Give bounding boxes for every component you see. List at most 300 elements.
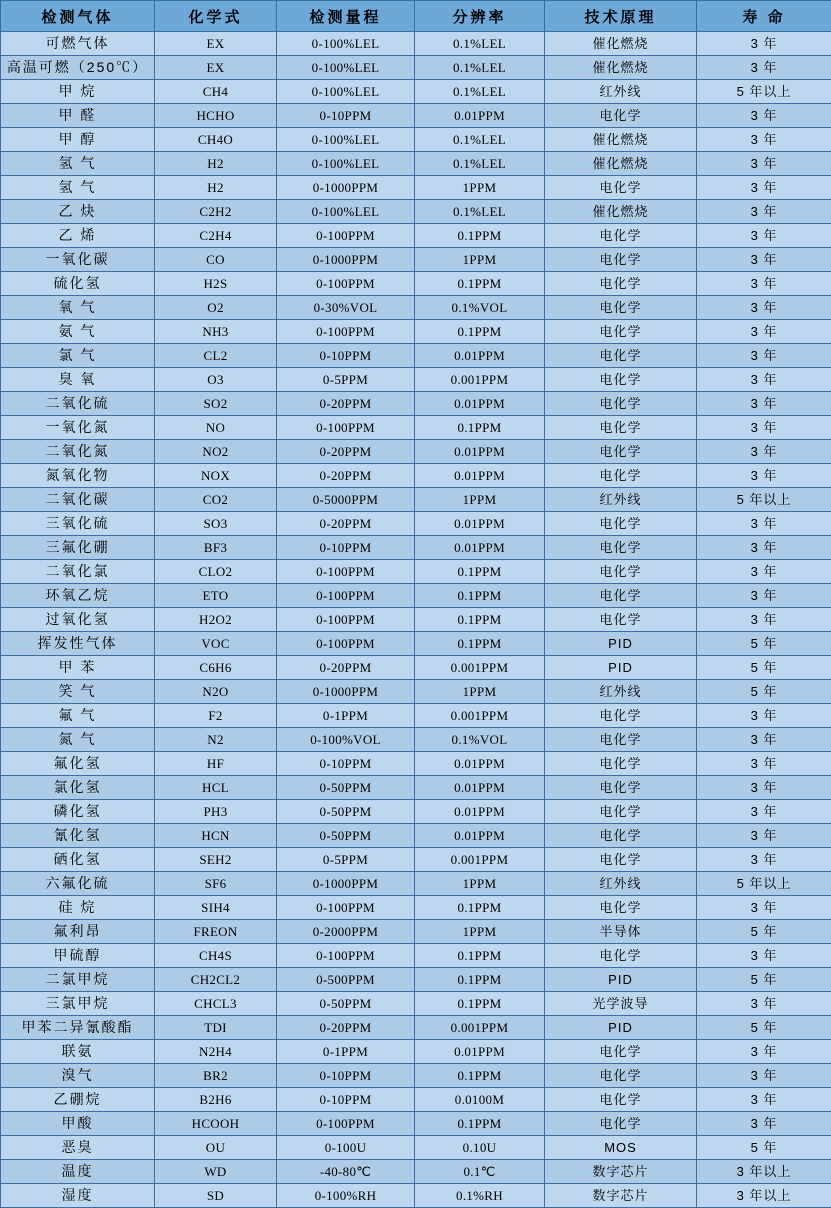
cell-formula: SF6 [155,872,277,896]
cell-life: 3 年 [697,296,831,320]
table-row [1,224,831,248]
cell-range: 0-5000PPM [277,488,415,512]
cell-formula: NO [155,416,277,440]
cell-principle: 电化学 [545,512,697,536]
cell-range: 0-1PPM [277,1040,415,1064]
cell-gas: 硅 烷 [1,896,155,920]
cell-gas: 臭 氧 [1,368,155,392]
cell-formula: WD [155,1160,277,1184]
cell-principle: 电化学 [545,896,697,920]
cell-formula: CO2 [155,488,277,512]
cell-gas: 氰化氢 [1,824,155,848]
cell-principle: 电化学 [545,392,697,416]
cell-formula: NO2 [155,440,277,464]
cell-principle: 电化学 [545,800,697,824]
cell-gas: 氯化氢 [1,776,155,800]
cell-formula: CH2CL2 [155,968,277,992]
cell-formula: CH4S [155,944,277,968]
cell-gas: 硫化氢 [1,272,155,296]
cell-range: 0-100PPM [277,944,415,968]
cell-formula: TDI [155,1016,277,1040]
cell-resolution: 0.1PPM [415,1064,545,1088]
cell-formula: SO3 [155,512,277,536]
cell-range: 0-100%RH [277,1184,415,1208]
cell-life: 3 年 [697,1064,831,1088]
cell-formula: CLO2 [155,560,277,584]
cell-gas: 氧 气 [1,296,155,320]
table-row [1,344,831,368]
cell-formula: O3 [155,368,277,392]
cell-range: 0-50PPM [277,776,415,800]
table-row [1,1184,831,1208]
cell-life: 5 年 [697,680,831,704]
cell-formula: HCL [155,776,277,800]
cell-gas: 氨 气 [1,320,155,344]
cell-principle: 光学波导 [545,992,697,1016]
cell-principle: 电化学 [545,1112,697,1136]
cell-life: 3 年 [697,248,831,272]
cell-resolution: 0.01PPM [415,392,545,416]
cell-range: 0-100PPM [277,584,415,608]
table-row [1,80,831,104]
cell-resolution: 0.001PPM [415,656,545,680]
cell-formula: FREON [155,920,277,944]
cell-range: 0-1000PPM [277,872,415,896]
table-body [1,32,831,1208]
cell-gas: 甲酸 [1,1112,155,1136]
cell-gas: 甲苯二异氰酸酯 [1,1016,155,1040]
cell-principle: 电化学 [545,224,697,248]
cell-gas: 甲 烷 [1,80,155,104]
cell-life: 5 年 [697,1136,831,1160]
cell-range: 0-5PPM [277,848,415,872]
cell-range: 0-100PPM [277,272,415,296]
cell-life: 3 年以上 [697,1160,831,1184]
cell-life: 3 年 [697,704,831,728]
cell-gas: 二氯甲烷 [1,968,155,992]
cell-life: 3 年 [697,944,831,968]
cell-resolution: 0.1PPM [415,272,545,296]
cell-range: 0-20PPM [277,1016,415,1040]
table-row [1,392,831,416]
cell-principle: 数字芯片 [545,1184,697,1208]
cell-life: 3 年 [697,176,831,200]
cell-principle: 半导体 [545,920,697,944]
cell-range: 0-100%LEL [277,128,415,152]
cell-gas: 二氧化氮 [1,440,155,464]
cell-formula: N2 [155,728,277,752]
table-row [1,1064,831,1088]
cell-life: 3 年 [697,752,831,776]
cell-principle: 电化学 [545,248,697,272]
cell-principle: 电化学 [545,176,697,200]
table-row [1,296,831,320]
cell-formula: OU [155,1136,277,1160]
cell-range: 0-100PPM [277,896,415,920]
cell-life: 3 年 [697,1088,831,1112]
cell-gas: 甲硫醇 [1,944,155,968]
table-row [1,944,831,968]
cell-gas: 高温可燃（250℃） [1,56,155,80]
cell-resolution: 0.1PPM [415,320,545,344]
table-row [1,56,831,80]
cell-resolution: 0.1℃ [415,1160,545,1184]
cell-resolution: 0.1%VOL [415,728,545,752]
cell-life: 3 年 [697,272,831,296]
cell-range: 0-20PPM [277,512,415,536]
cell-resolution: 0.1%LEL [415,152,545,176]
column-header-principle: 技术原理 [545,1,697,32]
table-row [1,320,831,344]
cell-principle: 电化学 [545,824,697,848]
cell-principle: PID [545,656,697,680]
cell-life: 5 年 [697,920,831,944]
cell-resolution: 0.1PPM [415,896,545,920]
cell-range: 0-5PPM [277,368,415,392]
table-row [1,776,831,800]
cell-principle: 电化学 [545,608,697,632]
cell-resolution: 0.1PPM [415,968,545,992]
cell-principle: 催化燃烧 [545,56,697,80]
table-header-row [1,1,831,32]
cell-resolution: 0.01PPM [415,800,545,824]
cell-principle: MOS [545,1136,697,1160]
cell-resolution: 0.1%VOL [415,296,545,320]
table-row [1,824,831,848]
cell-principle: 电化学 [545,848,697,872]
cell-life: 3 年 [697,848,831,872]
cell-formula: CH4 [155,80,277,104]
cell-life: 3 年 [697,344,831,368]
cell-principle: 电化学 [545,464,697,488]
cell-formula: N2O [155,680,277,704]
cell-life: 3 年 [697,320,831,344]
table-row [1,968,831,992]
cell-formula: H2O2 [155,608,277,632]
cell-life: 3 年 [697,824,831,848]
cell-formula: BR2 [155,1064,277,1088]
table-row [1,416,831,440]
cell-formula: SIH4 [155,896,277,920]
cell-gas: 磷化氢 [1,800,155,824]
cell-life: 3 年 [697,128,831,152]
table-row [1,752,831,776]
cell-formula: CHCL3 [155,992,277,1016]
cell-range: 0-100%LEL [277,80,415,104]
cell-gas: 乙 烯 [1,224,155,248]
cell-life: 3 年 [697,368,831,392]
cell-range: 0-20PPM [277,656,415,680]
cell-formula: CO [155,248,277,272]
cell-gas: 二氧化氯 [1,560,155,584]
cell-formula: C2H4 [155,224,277,248]
cell-resolution: 0.01PPM [415,824,545,848]
cell-principle: PID [545,968,697,992]
table-row [1,176,831,200]
table-row [1,848,831,872]
cell-range: 0-100%LEL [277,32,415,56]
cell-formula: SEH2 [155,848,277,872]
cell-gas: 氮氧化物 [1,464,155,488]
cell-formula: B2H6 [155,1088,277,1112]
cell-life: 5 年 [697,968,831,992]
cell-resolution: 0.001PPM [415,368,545,392]
cell-formula: N2H4 [155,1040,277,1064]
cell-range: 0-50PPM [277,800,415,824]
cell-resolution: 0.1%LEL [415,56,545,80]
cell-range: 0-50PPM [277,824,415,848]
table-row [1,680,831,704]
cell-resolution: 0.1%LEL [415,200,545,224]
cell-life: 5 年 [697,656,831,680]
cell-gas: 甲 醇 [1,128,155,152]
cell-principle: PID [545,632,697,656]
cell-gas: 氢 气 [1,152,155,176]
cell-resolution: 0.01PPM [415,104,545,128]
cell-gas: 二氧化硫 [1,392,155,416]
cell-resolution: 0.01PPM [415,464,545,488]
cell-range: 0-100%VOL [277,728,415,752]
cell-formula: CL2 [155,344,277,368]
table-row [1,464,831,488]
table-row [1,272,831,296]
cell-principle: 催化燃烧 [545,32,697,56]
cell-principle: 红外线 [545,872,697,896]
cell-formula: SD [155,1184,277,1208]
cell-gas: 氢 气 [1,176,155,200]
cell-principle: 红外线 [545,680,697,704]
table-row [1,992,831,1016]
cell-resolution: 1PPM [415,248,545,272]
cell-gas: 联氨 [1,1040,155,1064]
cell-gas: 一氧化氮 [1,416,155,440]
cell-formula: ETO [155,584,277,608]
table-header [1,1,831,32]
cell-formula: NOX [155,464,277,488]
cell-range: 0-1000PPM [277,248,415,272]
cell-principle: 电化学 [545,944,697,968]
cell-formula: C6H6 [155,656,277,680]
table-row [1,800,831,824]
cell-range: 0-100PPM [277,416,415,440]
column-header-resolution: 分辨率 [415,1,545,32]
cell-principle: 电化学 [545,776,697,800]
cell-gas: 三氧化硫 [1,512,155,536]
cell-resolution: 0.10U [415,1136,545,1160]
cell-resolution: 0.01PPM [415,752,545,776]
table-row [1,1112,831,1136]
cell-life: 3 年 [697,1040,831,1064]
cell-range: 0-1PPM [277,704,415,728]
cell-range: 0-100PPM [277,560,415,584]
cell-resolution: 1PPM [415,680,545,704]
table-row [1,512,831,536]
cell-formula: H2 [155,152,277,176]
table-row [1,920,831,944]
cell-principle: 电化学 [545,728,697,752]
cell-life: 3 年 [697,1112,831,1136]
cell-range: 0-10PPM [277,1064,415,1088]
cell-resolution: 0.01PPM [415,1040,545,1064]
cell-resolution: 0.01PPM [415,440,545,464]
cell-range: 0-10PPM [277,344,415,368]
cell-gas: 三氟化硼 [1,536,155,560]
cell-resolution: 0.1PPM [415,224,545,248]
cell-life: 3 年 [697,440,831,464]
cell-resolution: 0.1PPM [415,608,545,632]
cell-range: 0-500PPM [277,968,415,992]
cell-range: 0-30%VOL [277,296,415,320]
cell-range: 0-10PPM [277,752,415,776]
cell-principle: 电化学 [545,320,697,344]
cell-range: 0-1000PPM [277,176,415,200]
cell-resolution: 0.01PPM [415,776,545,800]
table-row [1,1136,831,1160]
cell-life: 5 年以上 [697,488,831,512]
cell-principle: 电化学 [545,1040,697,1064]
table-row [1,488,831,512]
cell-gas: 氟化氢 [1,752,155,776]
cell-gas: 过氧化氢 [1,608,155,632]
cell-principle: 电化学 [545,368,697,392]
cell-gas: 乙硼烷 [1,1088,155,1112]
cell-principle: 电化学 [545,584,697,608]
cell-formula: H2S [155,272,277,296]
cell-formula: HF [155,752,277,776]
cell-resolution: 0.1%LEL [415,80,545,104]
cell-resolution: 0.01PPM [415,536,545,560]
cell-principle: 电化学 [545,536,697,560]
cell-principle: 电化学 [545,1088,697,1112]
cell-gas: 环氧乙烷 [1,584,155,608]
cell-life: 3 年 [697,896,831,920]
cell-principle: 电化学 [545,104,697,128]
cell-life: 3 年 [697,992,831,1016]
cell-formula: CH4O [155,128,277,152]
cell-gas: 可燃气体 [1,32,155,56]
cell-range: -40-80℃ [277,1160,415,1184]
cell-gas: 甲 醛 [1,104,155,128]
cell-principle: 电化学 [545,704,697,728]
cell-range: 0-100PPM [277,632,415,656]
table-row [1,152,831,176]
cell-life: 3 年 [697,512,831,536]
cell-gas: 甲 苯 [1,656,155,680]
cell-range: 0-1000PPM [277,680,415,704]
cell-life: 3 年 [697,536,831,560]
cell-resolution: 0.001PPM [415,1016,545,1040]
cell-principle: 电化学 [545,272,697,296]
cell-gas: 笑 气 [1,680,155,704]
cell-gas: 恶臭 [1,1136,155,1160]
cell-life: 3 年 [697,152,831,176]
cell-principle: 催化燃烧 [545,152,697,176]
cell-gas: 硒化氢 [1,848,155,872]
cell-gas: 氟利昂 [1,920,155,944]
cell-life: 3 年 [697,560,831,584]
cell-life: 3 年 [697,224,831,248]
cell-gas: 二氧化碳 [1,488,155,512]
cell-life: 5 年 [697,1016,831,1040]
cell-range: 0-100%LEL [277,152,415,176]
cell-resolution: 0.1PPM [415,944,545,968]
cell-range: 0-100PPM [277,320,415,344]
cell-life: 3 年 [697,56,831,80]
cell-gas: 氯 气 [1,344,155,368]
cell-formula: HCOOH [155,1112,277,1136]
cell-resolution: 1PPM [415,488,545,512]
cell-formula: HCN [155,824,277,848]
cell-range: 0-50PPM [277,992,415,1016]
cell-formula: F2 [155,704,277,728]
table-row [1,584,831,608]
cell-resolution: 0.1%LEL [415,32,545,56]
cell-principle: 红外线 [545,488,697,512]
cell-gas: 溴气 [1,1064,155,1088]
cell-principle: 电化学 [545,1064,697,1088]
cell-principle: 电化学 [545,344,697,368]
cell-resolution: 0.1%RH [415,1184,545,1208]
cell-formula: H2 [155,176,277,200]
cell-resolution: 0.001PPM [415,848,545,872]
cell-resolution: 1PPM [415,872,545,896]
cell-range: 0-100U [277,1136,415,1160]
cell-formula: BF3 [155,536,277,560]
cell-life: 5 年 [697,632,831,656]
cell-gas: 氮 气 [1,728,155,752]
cell-life: 3 年 [697,584,831,608]
cell-principle: 电化学 [545,560,697,584]
cell-resolution: 0.1PPM [415,584,545,608]
cell-life: 3 年 [697,608,831,632]
cell-range: 0-10PPM [277,536,415,560]
cell-principle: 电化学 [545,752,697,776]
cell-gas: 一氧化碳 [1,248,155,272]
cell-formula: VOC [155,632,277,656]
cell-principle: 催化燃烧 [545,200,697,224]
cell-formula: PH3 [155,800,277,824]
table-row [1,128,831,152]
cell-gas: 乙 炔 [1,200,155,224]
table-row [1,872,831,896]
cell-formula: SO2 [155,392,277,416]
cell-resolution: 0.01PPM [415,512,545,536]
cell-resolution: 1PPM [415,176,545,200]
table-row [1,632,831,656]
cell-formula: NH3 [155,320,277,344]
cell-range: 0-20PPM [277,392,415,416]
cell-range: 0-20PPM [277,440,415,464]
cell-resolution: 1PPM [415,920,545,944]
cell-range: 0-100PPM [277,224,415,248]
cell-resolution: 0.0100M [415,1088,545,1112]
cell-life: 3 年 [697,776,831,800]
column-header-formula: 化学式 [155,1,277,32]
table-row [1,440,831,464]
cell-principle: 电化学 [545,416,697,440]
column-header-life: 寿 命 [697,1,831,32]
table-row [1,896,831,920]
cell-range: 0-20PPM [277,464,415,488]
column-header-gas: 检测气体 [1,1,155,32]
cell-principle: 红外线 [545,80,697,104]
cell-resolution: 0.1PPM [415,416,545,440]
table-row [1,608,831,632]
table-row [1,248,831,272]
cell-resolution: 0.1PPM [415,992,545,1016]
cell-principle: 电化学 [545,296,697,320]
cell-life: 3 年 [697,200,831,224]
